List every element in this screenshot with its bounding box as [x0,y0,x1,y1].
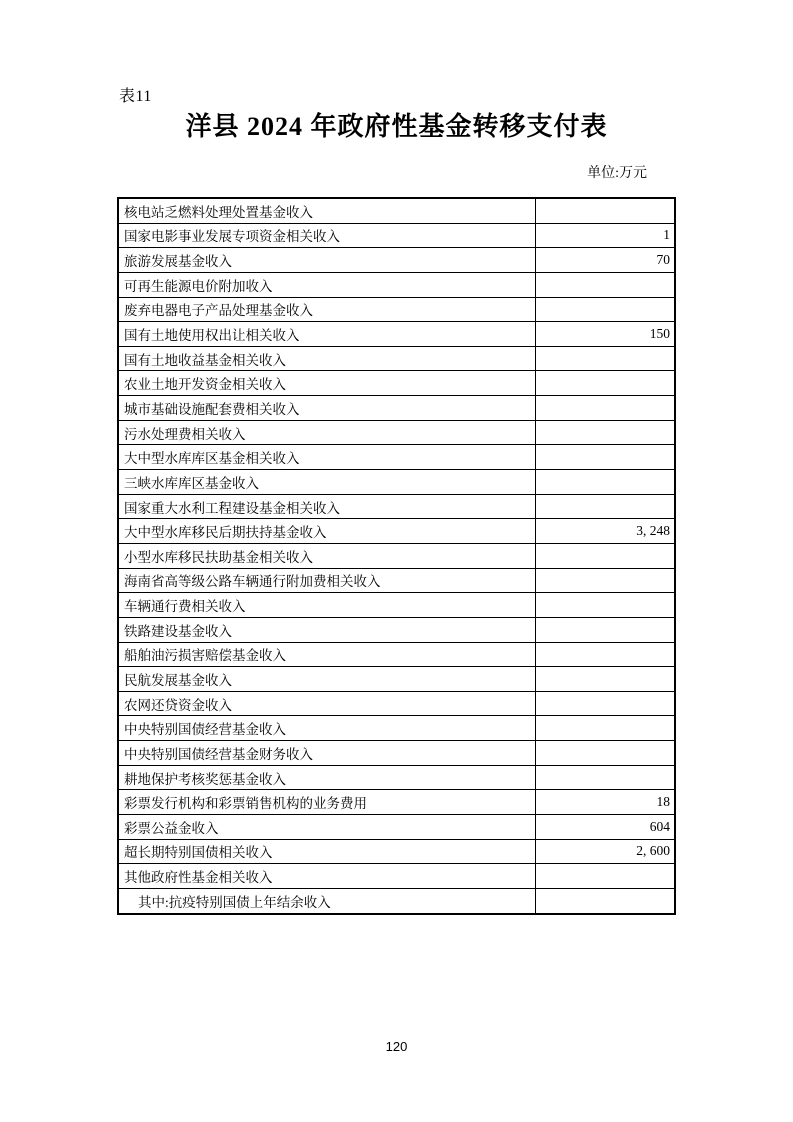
row-value [536,470,674,494]
table-row [119,569,674,594]
row-label: 车辆通行费相关收入 [119,593,536,617]
row-label: 铁路建设基金收入 [119,618,536,642]
table-row [119,667,674,692]
row-value [536,716,674,740]
row-label: 污水处理费相关收入 [119,421,536,445]
table-row [119,495,674,520]
row-value [536,618,674,642]
table-row [119,421,674,446]
row-value [536,347,674,371]
row-value: 150 [649,326,670,342]
row-label: 国家重大水利工程建设基金相关收入 [119,495,536,519]
table-row [119,692,674,717]
row-value: 2, 600 [636,843,670,859]
row-label: 大中型水库移民后期扶持基金收入 [119,519,536,543]
row-value [536,421,674,445]
table-row [119,815,674,840]
row-value [536,864,674,888]
table-row [119,224,674,249]
row-label: 其他政府性基金相关收入 [119,864,536,888]
table-row [119,396,674,421]
row-label: 小型水库移民扶助基金相关收入 [119,544,536,568]
row-label: 民航发展基金收入 [119,667,536,691]
unit-label: 单位:万元 [587,166,647,181]
row-label: 农业土地开发资金相关收入 [119,371,536,395]
row-value [536,445,674,469]
table-row [119,519,674,544]
row-value: 70 [656,252,670,268]
table-row [119,298,674,323]
row-label: 超长期特别国债相关收入 [119,840,536,864]
row-label: 海南省高等级公路车辆通行附加费相关收入 [119,569,536,593]
row-label: 旅游发展基金收入 [119,248,536,272]
table-row [119,741,674,766]
row-value [536,298,674,322]
row-label: 国有土地收益基金相关收入 [119,347,536,371]
row-value: 1 [663,227,670,243]
row-value [536,495,674,519]
table-row [119,840,674,865]
table-row [119,544,674,569]
table-row [119,248,674,273]
table-row [119,643,674,668]
row-value [536,643,674,667]
row-value [536,371,674,395]
row-label: 彩票公益金收入 [119,815,536,839]
table-row [119,445,674,470]
row-value [536,667,674,691]
row-label: 核电站乏燃料处理处置基金收入 [119,199,536,223]
table-row [119,322,674,347]
row-label: 彩票发行机构和彩票销售机构的业务费用 [119,790,536,814]
row-value [536,569,674,593]
table-row [119,889,674,913]
row-value: 18 [656,794,670,810]
row-label: 可再生能源电价附加收入 [119,273,536,297]
table-row [119,618,674,643]
table-row [119,470,674,495]
table-row [119,199,674,224]
row-value [536,544,674,568]
row-value [536,889,674,913]
row-label: 废弃电器电子产品处理基金收入 [119,298,536,322]
row-value [536,741,674,765]
row-value [536,692,674,716]
row-value: 3, 248 [636,523,670,539]
row-value [536,273,674,297]
table-row [119,371,674,396]
table-row [119,347,674,372]
table-row [119,716,674,741]
row-value [536,396,674,420]
table-row [119,864,674,889]
row-label: 农网还贷资金收入 [119,692,536,716]
row-value [536,766,674,790]
table-body [119,199,674,913]
page-number: 120 [385,1039,408,1054]
row-label: 其中:抗疫特别国债上年结余收入 [119,889,536,913]
row-label: 中央特别国债经营基金财务收入 [119,741,536,765]
row-value [536,593,674,617]
row-value: 604 [649,818,670,834]
row-label: 三峡水库库区基金收入 [119,470,536,494]
table-number: 表11 [119,88,152,105]
row-label: 船舶油污损害赔偿基金收入 [119,643,536,667]
table-row [119,593,674,618]
row-label: 国家电影事业发展专项资金相关收入 [119,224,536,248]
table-row [119,273,674,298]
row-value [536,199,674,223]
row-label: 耕地保护考核奖惩基金收入 [119,766,536,790]
table-row [119,790,674,815]
row-label: 大中型水库库区基金相关收入 [119,445,536,469]
row-label: 国有土地使用权出让相关收入 [119,322,536,346]
table-row [119,766,674,791]
fund-transfer-table [117,197,676,915]
row-label: 城市基础设施配套费相关收入 [119,396,536,420]
page-title: 洋县 2024 年政府性基金转移支付表 [185,112,608,141]
row-label: 中央特别国债经营基金收入 [119,716,536,740]
